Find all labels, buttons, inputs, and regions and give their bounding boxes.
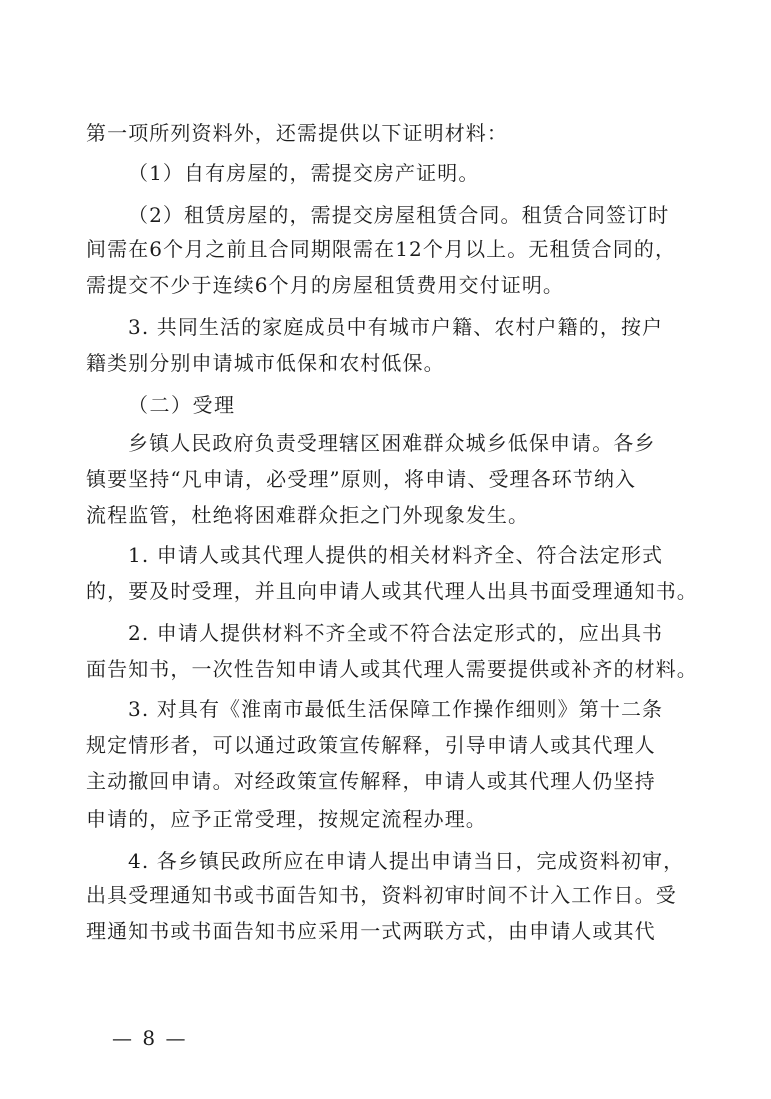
text-line: 3. 对具有《淮南市最低生活保障工作操作细则》第十二条 <box>128 697 664 721</box>
text-line: 的，要及时受理，并且向申请人或其代理人出具书面受理通知书。 <box>86 579 698 603</box>
text-line: 间需在6个月之前且合同期限需在12个月以上。无租赁合同的， <box>86 237 677 261</box>
text-line: 面告知书，一次性告知申请人或其代理人需要提供或补齐的材料。 <box>86 657 698 681</box>
text-line: 出具受理通知书或书面告知书，资料初审时间不计入工作日。受 <box>86 883 677 907</box>
text-line: 规定情形者，可以通过政策宣传解释，引导申请人或其代理人 <box>86 733 656 757</box>
text-line: 理通知书或书面告知书应采用一式两联方式，由申请人或其代 <box>86 919 656 943</box>
text-line: 3. 共同生活的家庭成员中有城市户籍、农村户籍的，按户 <box>128 315 664 339</box>
text-line: 乡镇人民政府负责受理辖区困难群众城乡低保申请。各乡 <box>128 431 656 455</box>
text-line: 需提交不少于连续6个月的房屋租赁费用交付证明。 <box>86 273 565 297</box>
text-line: 申请的，应予正常受理，按规定流程办理。 <box>86 807 487 831</box>
text-line: 流程监管，杜绝将困难群众拒之门外现象发生。 <box>86 503 530 527</box>
text-line: 1. 申请人或其代理人提供的相关材料齐全、符合法定形式 <box>128 543 664 567</box>
text-line: （2）租赁房屋的，需提交房屋租赁合同。租赁合同签订时 <box>128 203 670 227</box>
text-line: 4. 各乡镇民政所应在申请人提出申请当日，完成资料初审， <box>128 849 685 873</box>
section-heading: （二）受理 <box>128 393 236 417</box>
text-line: 第一项所列资料外，还需提供以下证明材料： <box>86 121 508 145</box>
page-number: — 8 — <box>112 1026 188 1050</box>
text-line: （1）自有房屋的，需提交房产证明。 <box>128 161 480 185</box>
text-line: 主动撤回申请。对经政策宣传解释，申请人或其代理人仍坚持 <box>86 769 656 793</box>
text-line: 2. 申请人提供材料不齐全或不符合法定形式的，应出具书 <box>128 621 664 645</box>
text-line: 镇要坚持“凡申请，必受理”原则，将申请、受理各环节纳入 <box>86 467 637 491</box>
text-line: 籍类别分别申请城市低保和农村低保。 <box>86 351 445 375</box>
